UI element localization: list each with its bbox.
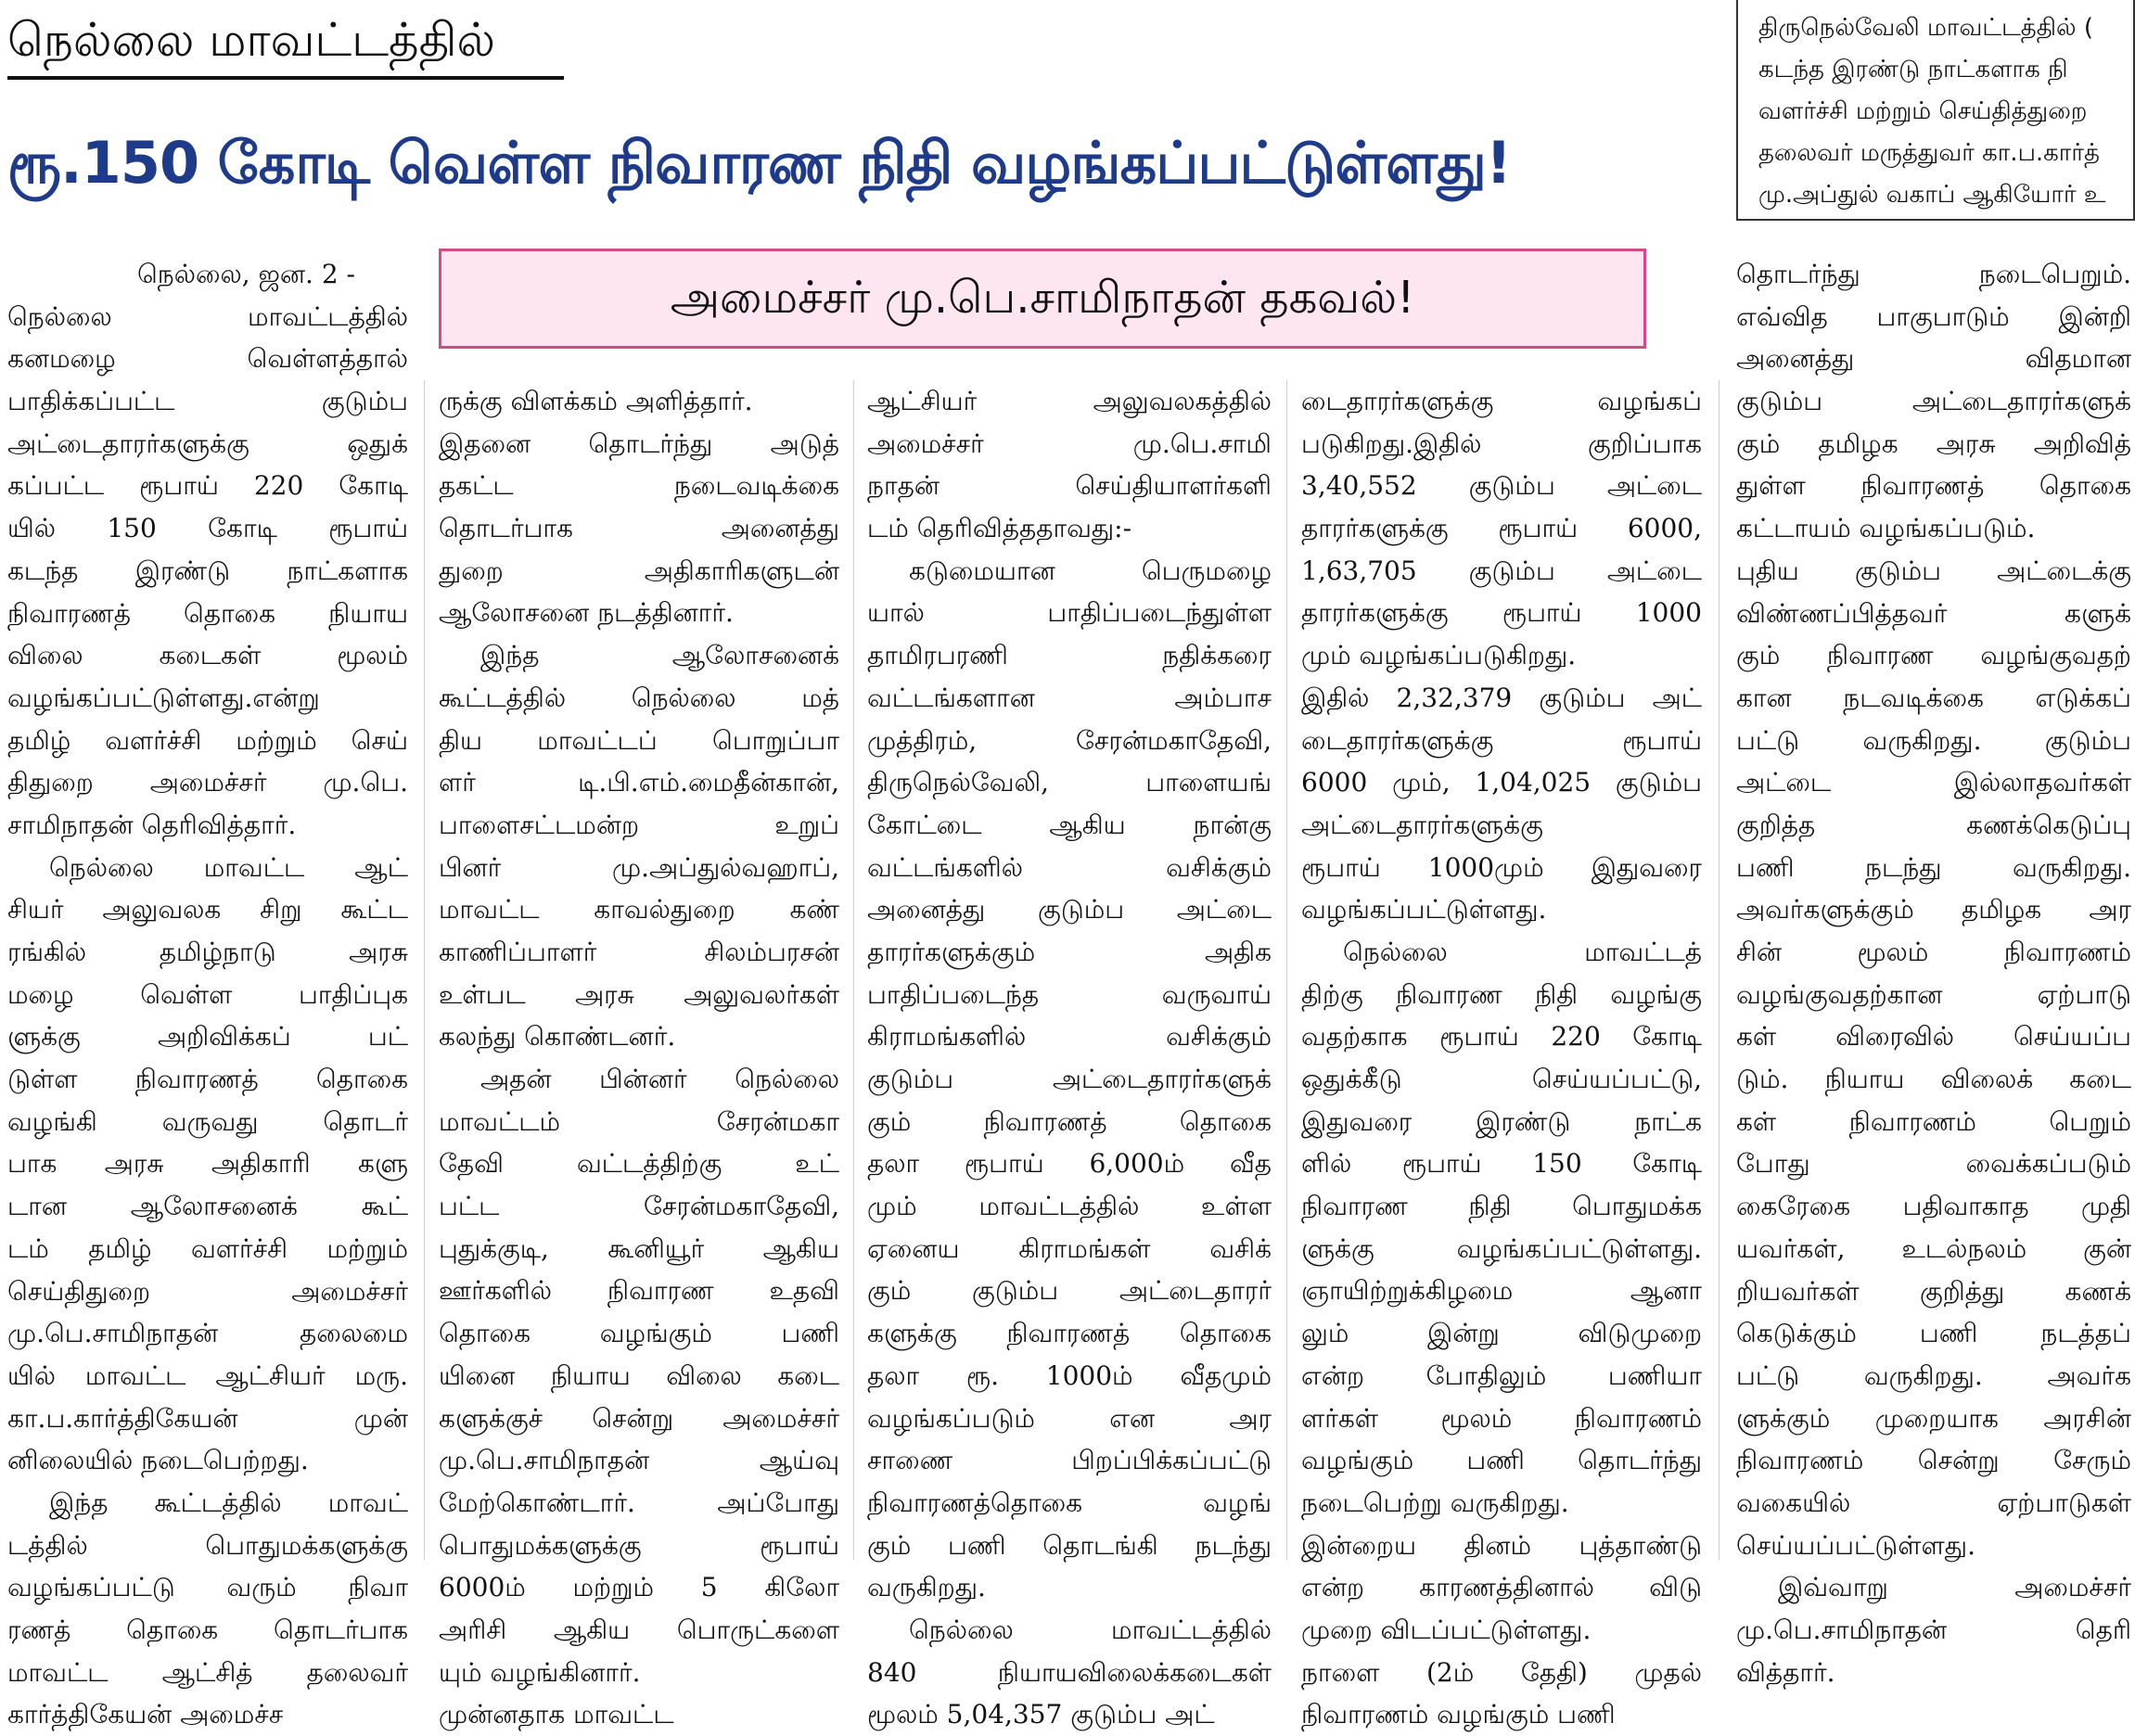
article-text-line: டம் தெரிவித்ததாவது:- — [867, 513, 1132, 544]
article-text-line: பணி நடந்து வருகிறது. — [1736, 851, 2131, 883]
article-text-line: 840 நியாயவிலைக்கடைகள் — [867, 1656, 1272, 1688]
article-text-line: லும் இன்று விடுமுறை — [1301, 1318, 1702, 1349]
article-text-line: கட்டாயம் வழங்கப்படும். — [1736, 513, 2036, 544]
article-text-line: மும் மாவட்டத்தில் உள்ள — [867, 1191, 1272, 1222]
side-story-line: கடந்த இரண்டு நாட்களாக நி — [1758, 56, 2068, 83]
article-text-line: ரூபாய் 1000மும் இதுவரை — [1301, 851, 1702, 883]
article-text-line: அனைத்து விதமான — [1736, 343, 2131, 375]
article-text-line: மேற்கொண்டார். அப்போது — [439, 1487, 839, 1518]
side-story-box — [1736, 0, 2135, 221]
article-text-line: தமிழ் வளர்ச்சி மற்றும் செய் — [7, 724, 408, 756]
article-text-line: ருக்கு விளக்கம் அளித்தார். — [439, 386, 753, 416]
article-subheadline: அமைச்சர் மு.பெ.சாமிநாதன் தகவல்! — [439, 249, 1646, 349]
article-text-line: கும் தமிழக அரசு அறிவித் — [1736, 428, 2131, 459]
side-story-line: திருநெல்வேலி மாவட்டத்தில் ( — [1758, 14, 2093, 42]
column-divider — [1719, 380, 1720, 1560]
article-text-line: வழங்கும் பணி தொடர்ந்து — [1301, 1445, 1702, 1476]
article-text-line: வித்தார். — [1736, 1656, 1835, 1688]
article-text-line: படுகிறது.இதில் குறிப்பாக — [1301, 428, 1702, 459]
article-text-line: புதிய குடும்ப அட்டைக்கு — [1736, 555, 2131, 586]
article-column-2 — [439, 380, 839, 1730]
article-text-line: வழங்கப்பட்டு வரும் நிவா — [7, 1572, 408, 1603]
article-text-line: சாமிநாதன் தெரிவித்தார். — [7, 809, 297, 840]
article-text-line: ளர்கள் மூலம் நிவாரணம் — [1301, 1402, 1702, 1434]
article-text-line: போது வைக்கப்படும் — [1736, 1148, 2131, 1180]
article-text-line: வழங்கப்படும் என அர — [867, 1402, 1272, 1434]
article-text-line: கூட்டத்தில் நெல்லை மத் — [439, 682, 839, 713]
article-text-line: கிராமங்களில் வசிக்கும் — [867, 1021, 1272, 1053]
article-column-1 — [7, 253, 408, 1730]
article-text-line: பட்டு வருகிறது. குடும்ப — [1736, 724, 2131, 756]
article-text-line: தாரர்களுக்கு ரூபாய் 1000 — [1301, 597, 1702, 629]
article-text-line: ரணத் தொகை தொடர்பாக — [7, 1615, 408, 1645]
article-text-line: தொடர்ந்து நடைபெறும். — [1736, 259, 2131, 289]
article-text-line: தாரர்களுக்கு ரூபாய் 6000, — [1301, 513, 1702, 544]
article-text-line: னிலையில் நடைபெற்றது. — [7, 1445, 309, 1476]
article-text-line: வதற்காக ரூபாய் 220 கோடி — [1301, 1021, 1702, 1053]
article-text-line: சியர் அலுவலக சிறு கூட்ட — [7, 894, 408, 925]
article-text-line: பாதிப்படைந்த வருவாய் — [867, 978, 1272, 1010]
article-text-line: யும் வழங்கினார். — [439, 1656, 641, 1688]
article-text-line: 6000 மும், 1,04,025 குடும்ப — [1301, 767, 1702, 798]
article-text-line: கடுமையான பெருமழை — [909, 555, 1272, 586]
article-text-line: ஊர்களில் நிவாரண உதவி — [439, 1275, 839, 1307]
article-text-line: வட்டங்களில் வசிக்கும் — [867, 851, 1272, 883]
article-text-line: மாவட்ட ஆட்சித் தலைவர் — [7, 1656, 408, 1688]
article-text-line: மு.பெ.சாமிநாதன் தலைமை — [7, 1318, 408, 1349]
article-text-line: இதனை தொடர்ந்து அடுத் — [439, 428, 839, 459]
side-story-line: வளர்ச்சி மற்றும் செய்தித்துறை — [1758, 97, 2088, 125]
article-text-line: கள் நிவாரணம் பெறும் — [1736, 1105, 2131, 1137]
article-text-line: பொதுமக்களுக்கு ரூபாய் — [439, 1529, 839, 1561]
article-text-line: அட்டைதாரர்களுக்கு ஒதுக் — [7, 428, 408, 459]
article-text-line: டான ஆலோசனைக் கூட் — [7, 1191, 408, 1222]
article-text-line: ஞாயிற்றுக்கிழமை ஆனா — [1301, 1275, 1702, 1307]
article-text-line: நெல்லை மாவட்டத்தில் — [909, 1614, 1272, 1645]
article-text-line: வழங்கி வருவது தொடர் — [7, 1105, 408, 1137]
column-divider — [853, 380, 854, 1560]
article-text-line: அட்டை இல்லாதவர்கள் — [1736, 767, 2131, 798]
article-text-line: முத்திரம், சேரன்மகாதேவி, — [867, 724, 1272, 756]
article-text-line: 3,40,552 குடும்ப அட்டை — [1301, 470, 1702, 502]
article-text-line: சாணை பிறப்பிக்கப்பட்டு — [867, 1445, 1272, 1476]
article-headline: ரூ.150 கோடி வெள்ள நிவாரண நிதி வழங்கப்பட்டுள்ளது! — [7, 129, 1512, 197]
article-text-line: நெல்லை மாவட்டத்தில் — [7, 300, 408, 332]
article-text-line: சின் மூலம் நிவாரணம் — [1736, 937, 2131, 967]
article-text-line: திய மாவட்டப் பொறுப்பா — [439, 724, 839, 756]
article-text-line: வருகிறது. — [867, 1572, 986, 1603]
article-text-line: இன்றைய தினம் புத்தாண்டு — [1301, 1529, 1702, 1561]
article-text-line: மும் வழங்கப்படுகிறது. — [1301, 640, 1577, 671]
article-kicker: நெல்லை மாவட்டத்தில் — [7, 4, 564, 80]
article-text-line: ஒதுக்கீடு செய்யப்பட்டு, — [1301, 1064, 1702, 1094]
article-text-line: பாக அரசு அதிகாரி களு — [7, 1148, 408, 1180]
article-text-line: மாவட்ட காவல்துறை கண் — [439, 894, 839, 925]
article-text-line: நடைபெற்று வருகிறது. — [1301, 1487, 1569, 1518]
article-text-line: கனமழை வெள்ளத்தால் — [7, 343, 408, 375]
article-text-line: களுக்குச் சென்று அமைச்சர் — [439, 1402, 839, 1434]
article-text-line: பட்டு வருகிறது. அவர்க — [1736, 1359, 2131, 1391]
article-text-line: வகையில் ஏற்பாடுகள் — [1736, 1487, 2131, 1518]
article-text-line: புதுக்குடி, கூனியூர் ஆகிய — [439, 1232, 839, 1264]
article-text-line: பாளைசட்டமன்ற உறுப் — [439, 809, 839, 840]
article-text-line: காணிப்பாளர் சிலம்பரசன் — [439, 936, 839, 967]
article-text-line: என்ற போதிலும் பணியா — [1301, 1359, 1702, 1391]
article-text-line: நெல்லை மாவட்ட ஆட் — [49, 851, 408, 883]
article-text-line: தேவி வட்டத்திற்கு உட் — [439, 1148, 839, 1180]
article-text-line: வழங்கப்பட்டுள்ளது. — [1301, 894, 1547, 925]
article-text-line: ளுக்கு அறிவிக்கப் பட் — [7, 1021, 408, 1053]
article-text-line: இதுவரை இரண்டு நாட்க — [1301, 1105, 1702, 1137]
article-text-line: கும் நிவாரண வழங்குவதற் — [1736, 640, 2131, 671]
article-text-line: பட்ட சேரன்மகாதேவி, — [439, 1191, 839, 1222]
article-text-line: திருநெல்வேலி, பாளையங் — [867, 767, 1272, 798]
article-text-line: குறித்த கணக்கெடுப்பு — [1736, 809, 2131, 840]
article-text-line: முறை விடப்பட்டுள்ளது. — [1301, 1614, 1592, 1645]
article-text-line: ஆட்சியர் அலுவலகத்தில் — [867, 386, 1272, 416]
article-text-line: ளில் ரூபாய் 150 கோடி — [1301, 1148, 1702, 1180]
article-text-line: தலா ரூ. 1000ம் வீதமும் — [867, 1359, 1272, 1391]
article-text-line: குடும்ப அட்டைதாரர்களுக் — [867, 1064, 1272, 1094]
article-text-line: வழங்கப்பட்டுள்ளது.என்று — [7, 682, 320, 713]
article-column-3 — [867, 380, 1272, 1730]
article-text-line: தொகை வழங்கும் பணி — [439, 1318, 839, 1349]
article-text-line: நிவாரணத் தொகை நியாய — [7, 597, 408, 629]
article-text-line: யில் மாவட்ட ஆட்சியர் மரு. — [7, 1359, 408, 1391]
article-text-line: நாதன் செய்தியாளர்களி — [867, 470, 1272, 502]
article-text-line: உள்பட அரசு அலுவலர்கள் — [439, 978, 839, 1010]
article-text-line: அனைத்து குடும்ப அட்டை — [867, 894, 1272, 925]
article-text-line: விலை கடைகள் மூலம் — [7, 640, 408, 671]
article-text-line: இவ்வாறு அமைச்சர் — [1778, 1572, 2131, 1603]
article-text-line: ஏனைய கிராமங்கள் வசிக் — [867, 1232, 1272, 1264]
article-text-line: ரங்கில் தமிழ்நாடு அரசு — [7, 937, 408, 967]
article-text-line: தலா ரூபாய் 6,000ம் வீத — [867, 1148, 1272, 1180]
article-text-line: அவர்களுக்கும் தமிழக அர — [1736, 894, 2131, 925]
article-column-5 — [1736, 253, 2131, 1688]
article-text-line: கும் பணி தொடங்கி நடந்து — [867, 1529, 1272, 1561]
article-text-line: தொடர்பாக அனைத்து — [439, 513, 839, 544]
article-text-line: நிவாரணம் வழங்கும் பணி — [1301, 1699, 1616, 1730]
article-text-line: கா.ப.கார்த்திகேயன் முன் — [7, 1402, 408, 1434]
article-text-line: ஆலோசனை நடத்தினார். — [439, 597, 734, 629]
article-text-line: கான நடவடிக்கை எடுக்கப் — [1736, 682, 2131, 713]
article-text-line: செய்யப்பட்டுள்ளது. — [1736, 1529, 1975, 1561]
article-text-line: அதன் பின்னர் நெல்லை — [480, 1064, 839, 1094]
article-text-line: கோட்டை ஆகிய நான்கு — [867, 809, 1272, 840]
article-text-line: மழை வெள்ள பாதிப்புக — [7, 978, 408, 1010]
article-text-line: 1,63,705 குடும்ப அட்டை — [1301, 555, 1702, 586]
article-text-line: யினை நியாய விலை கடை — [439, 1359, 839, 1391]
article-text-line: கப்பட்ட ரூபாய் 220 கோடி — [7, 470, 408, 502]
article-text-line: தகட்ட நடைவடிக்கை — [439, 470, 839, 502]
article-text-line: யவர்கள், உடல்நலம் குன் — [1736, 1232, 2131, 1264]
article-text-line: குடும்ப அட்டைதாரர்களுக் — [1736, 386, 2131, 417]
article-text-line: மு.பெ.சாமிநாதன் ஆய்வு — [439, 1445, 839, 1476]
article-text-line: பாதிக்கப்பட்ட குடும்ப — [7, 386, 408, 417]
side-story-line: மு.அப்துல் வகாப் ஆகியோர் உ — [1758, 181, 2106, 209]
article-text-line: இந்த கூட்டத்தில் மாவட் — [49, 1487, 408, 1518]
article-text-line: யில் 150 கோடி ரூபாய் — [7, 513, 408, 544]
article-text-line: யால் பாதிப்படைந்துள்ள — [867, 597, 1272, 629]
article-text-line: வழங்குவதற்கான ஏற்பாடு — [1736, 978, 2131, 1010]
article-text-line: ளர் டி.பி.எம்.மைதீன்கான், — [439, 767, 839, 798]
article-text-line: தாரர்களுக்கும் அதிக — [867, 936, 1272, 967]
article-text-line: கெடுக்கும் பணி நடத்தப் — [1736, 1318, 2131, 1349]
article-text-line: மூலம் 5,04,357 குடும்ப அட் — [867, 1699, 1215, 1730]
article-text-line: இதில் 2,32,379 குடும்ப அட் — [1301, 682, 1702, 713]
article-text-line: கும் நிவாரணத் தொகை — [867, 1105, 1272, 1137]
article-text-line: ளுக்கு வழங்கப்பட்டுள்ளது. — [1301, 1232, 1702, 1264]
article-text-line: திற்கு நிவாரண நிதி வழங்கு — [1301, 978, 1702, 1010]
article-text-line: டைதாரர்களுக்கு வழங்கப் — [1301, 386, 1702, 416]
article-text-line: நிவாரணத்தொகை வழங் — [867, 1487, 1272, 1518]
article-text-line: கார்த்திகேயன் அமைச்ச — [7, 1699, 284, 1730]
article-text-line: நெல்லை மாவட்டத் — [1343, 936, 1702, 967]
article-text-line: றியவர்கள் குறித்து கணக் — [1736, 1275, 2131, 1307]
article-text-line: விண்ணப்பித்தவர் களுக் — [1736, 597, 2131, 629]
article-text-line: பினர் மு.அப்துல்வஹாப், — [439, 851, 839, 883]
article-text-line: அமைச்சர் மு.பெ.சாமி — [867, 428, 1272, 459]
article-text-line: எவ்வித பாகுபாடும் இன்றி — [1736, 300, 2131, 332]
article-text-line: மு.பெ.சாமிநாதன் தெரி — [1736, 1615, 2131, 1645]
article-text-line: டுள்ள நிவாரணத் தொகை — [7, 1064, 408, 1095]
article-text-line: துறை அதிகாரிகளுடன் — [439, 555, 839, 586]
article-text-line: இந்த ஆலோசனைக் — [480, 640, 839, 671]
article-text-line: ளுக்கும் முறையாக அரசின் — [1736, 1402, 2131, 1434]
column-divider — [424, 380, 425, 1560]
article-text-line: நிவாரணம் சென்று சேரும் — [1736, 1445, 2131, 1476]
article-text-line: திதுறை அமைச்சர் மு.பெ. — [7, 767, 408, 798]
article-text-line: நிவாரண நிதி பொதுமக்க — [1301, 1191, 1702, 1222]
side-story-line: தலைவர் மருத்துவர் கா.ப.கார்த் — [1758, 139, 2100, 167]
article-text-line: முன்னதாக மாவட்ட — [439, 1699, 674, 1730]
column-divider — [1286, 380, 1287, 1560]
article-text-line: கைரேகை பதிவாகாத முதி — [1736, 1191, 2131, 1222]
article-text-line: நெல்லை, ஜன. 2 - — [137, 259, 356, 289]
article-text-line: மாவட்டம் சேரன்மகா — [439, 1105, 839, 1137]
article-text-line: செய்திதுறை அமைச்சர் — [7, 1275, 408, 1307]
article-text-line: அரிசி ஆகிய பொருட்களை — [439, 1614, 839, 1645]
article-text-line: நாளை (2ம் தேதி) முதல் — [1301, 1656, 1702, 1688]
article-text-line: வட்டங்களான அம்பாச — [867, 682, 1272, 713]
article-text-line: கும் குடும்ப அட்டைதாரர் — [867, 1275, 1272, 1307]
article-text-line: 6000ம் மற்றும் 5 கிலோ — [439, 1572, 839, 1603]
article-text-line: துள்ள நிவாரணத் தொகை — [1736, 470, 2131, 502]
article-text-line: தாமிரபரணி நதிக்கரை — [867, 640, 1272, 671]
article-text-line: டைதாரர்களுக்கு ரூபாய் — [1301, 724, 1702, 756]
article-text-line: என்ற காரணத்தினால் விடு — [1301, 1572, 1702, 1603]
article-column-4 — [1301, 380, 1702, 1730]
article-text-line: களுக்கு நிவாரணத் தொகை — [867, 1318, 1272, 1349]
article-text-line: கடந்த இரண்டு நாட்களாக — [7, 555, 408, 586]
article-text-line: கள் விரைவில் செய்யப்ப — [1736, 1021, 2131, 1053]
article-text-line: அட்டைதாரர்களுக்கு — [1301, 809, 1543, 840]
article-text-line: டம் தமிழ் வளர்ச்சி மற்றும் — [7, 1232, 408, 1264]
article-text-line: டும். நியாய விலைக் கடை — [1736, 1064, 2131, 1095]
article-text-line: கலந்து கொண்டனர். — [439, 1021, 676, 1053]
article-text-line: டத்தில் பொதுமக்களுக்கு — [7, 1529, 408, 1561]
